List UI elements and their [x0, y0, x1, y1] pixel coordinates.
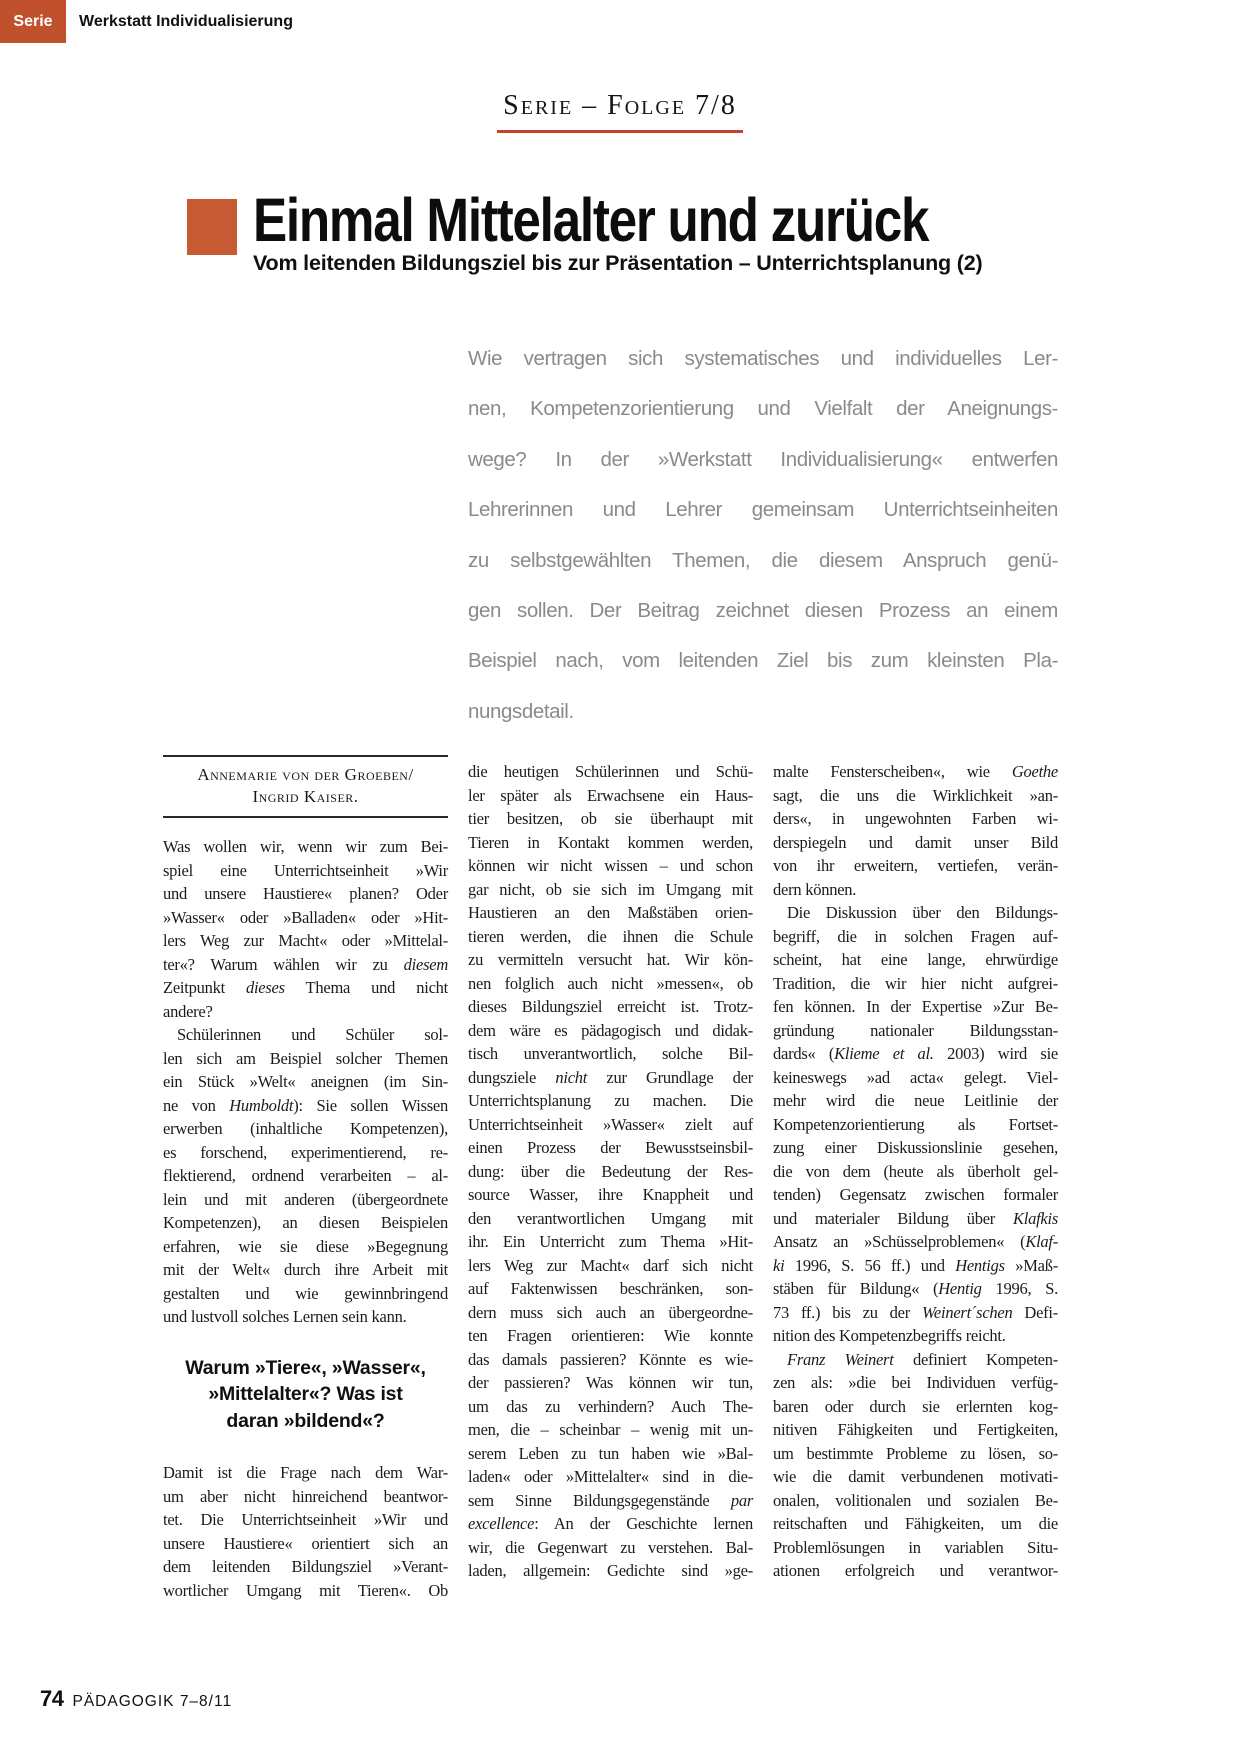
intro-line: wege? In der »Werkstatt Individualisierung« entwerfen — [468, 447, 1058, 471]
body-text-line: die heutigen Schülerinnen und Schü- — [468, 762, 753, 781]
body-text-line: tet. Die Unterrichtseinheit »Wir und — [163, 1510, 448, 1529]
body-text-line: baren oder durch sie erlernten kog- — [773, 1396, 1058, 1416]
body-text-line: Die Diskussion über den Bildungs- — [787, 903, 1058, 922]
section-heading-line: daran »bildend«? — [226, 1409, 385, 1432]
body-text-line: lers Weg zur Macht« darf sich nicht — [468, 1255, 753, 1275]
intro-line: Beispiel nach, vom leitenden Ziel bis zum kleinsten Pla- — [468, 649, 1058, 673]
body-text-line: ationen erfolgreich und verantwor- — [773, 1561, 1058, 1580]
body-text-line: wie die damit verbundenen motivati- — [773, 1467, 1058, 1486]
body-paragraph — [773, 1348, 1058, 1583]
body-text-line: keineswegs »ad acta« gelegt. Viel- — [773, 1067, 1058, 1087]
body-text-line: dem leitenden Bildungsziel »Verant- — [163, 1557, 448, 1576]
body-text-line: und materialer Bildung über Klafkis — [773, 1208, 1058, 1228]
body-column-3 — [773, 760, 1058, 1583]
body-paragraph — [163, 1461, 448, 1602]
author-byline — [163, 755, 448, 818]
body-text-line: laden« oder »Mittelalter« sind in die- — [468, 1467, 753, 1486]
body-text-line: um bestimmte Probleme zu lösen, so- — [773, 1443, 1058, 1463]
body-text-line: ter«? Warum wählen wir zu diesem — [163, 954, 448, 974]
body-text-line: excellence: An der Geschichte lernen — [468, 1514, 753, 1533]
body-text-line: Was wollen wir, wenn wir zum Bei- — [163, 837, 448, 856]
body-paragraph — [163, 835, 448, 1023]
body-text-line: um das zu verhindern? Auch The- — [468, 1396, 753, 1416]
body-text-line: ler später als Erwachsene ein Haus- — [468, 785, 753, 805]
body-text-line: tieren werden, die ihnen die Schule — [468, 926, 753, 946]
body-text-line: spiel eine Unterrichtseinheit »Wir — [163, 860, 448, 880]
series-title: Werkstatt Individualisierung — [79, 12, 293, 30]
body-text-line: flektierend, ordnend verarbeiten – al- — [163, 1166, 448, 1185]
body-text-line: gestalten und wie gewinnbringend — [163, 1283, 448, 1303]
kicker-row — [0, 90, 1240, 133]
body-text-line: lers Weg zur Macht« oder »Mittelal- — [163, 931, 448, 950]
title-square-decoration — [187, 199, 237, 255]
intro-line: gen sollen. Der Beitrag zeichnet diesen Prozess an einem — [468, 599, 1058, 623]
body-paragraph — [773, 760, 1058, 901]
body-text-line: ders«, in ungewohnten Farben wi- — [773, 809, 1058, 828]
article-title: Einmal Mittelalter und zurück — [253, 186, 929, 254]
body-text-line: »Wasser« oder »Balladen« oder »Hit- — [163, 907, 448, 927]
body-text-line: malte Fensterscheiben«, wie Goethe — [773, 762, 1058, 781]
intro-line: Wie vertragen sich systematisches und individuelles Ler- — [468, 347, 1058, 370]
intro-line: zu selbstgewählten Themen, die diesem Anspruch genü- — [468, 548, 1058, 572]
body-text-line: Kompetenzen), an diesen Beispielen — [163, 1213, 448, 1232]
section-heading-line: »Mittelalter«? Was ist — [208, 1383, 403, 1405]
section-heading — [163, 1355, 448, 1435]
body-text-line: und unsere Haustiere« planen? Oder — [163, 884, 448, 903]
body-text-line: wortlicher Umgang mit Tieren«. Ob — [163, 1580, 448, 1600]
body-text-line: mehr wird die neue Leitlinie der — [773, 1091, 1058, 1110]
body-text-line: scheint, hat eine lange, ehrwürdige — [773, 950, 1058, 969]
body-text-line: laden, allgemein: Gedichte sind »ge- — [468, 1561, 753, 1580]
body-text-line: ne von Humboldt): Sie sollen Wissen — [163, 1095, 448, 1115]
body-text-line: Franz Weinert definiert Kompeten- — [787, 1349, 1059, 1369]
body-text-line: Haustieren an den Maßstäben orien- — [468, 903, 753, 922]
body-text-line: dem wäre es pädagogisch und didak- — [468, 1020, 753, 1040]
body-text-line: zen als: »die bei Individuen verfüg- — [773, 1373, 1058, 1392]
body-text-line: len sich am Beispiel solcher Themen — [163, 1048, 448, 1068]
intro-line: Lehrerinnen und Lehrer gemeinsam Unterrichtseinheiten — [468, 498, 1058, 522]
body-text-line: ki 1996, S. 56 ff.) und Hentigs »Maß- — [773, 1255, 1058, 1275]
body-text-line: um aber nicht hinreichend beantwor- — [163, 1486, 448, 1506]
body-text-line: tenden) Gegensatz zwischen formaler — [773, 1185, 1058, 1204]
body-text-line: ihr. Ein Unterricht zum Thema »Hit- — [468, 1232, 753, 1251]
body-text-line: der passieren? Was können wir tun, — [468, 1373, 753, 1392]
body-text-line: zu vermitteln versucht hat. Wir kön- — [468, 950, 753, 969]
body-text-line: 73 ff.) bis zu der Weinert´schen Defi- — [773, 1302, 1058, 1322]
journal-name: PÄDAGOGIK 7–8/11 — [72, 1693, 233, 1710]
body-text-line: tier besitzen, ob sie überhaupt mit — [468, 809, 753, 828]
body-text-line: dern muss sich auch an übergeordne- — [468, 1302, 753, 1322]
body-text-line: dards« (Klieme et al. 2003) wird sie — [773, 1044, 1058, 1063]
body-text-line: einen Prozess der Bewusstseinsbil- — [468, 1138, 753, 1157]
body-text-line: dung: über die Bedeutung der Res- — [468, 1161, 753, 1181]
body-text-line: Unterrichtsplanung zu machen. Die — [468, 1091, 753, 1110]
section-heading-line: Warum »Tiere«, »Wasser«, — [185, 1356, 426, 1379]
body-text-line: wir, die Gegenwart zu verstehen. Bal- — [468, 1537, 753, 1557]
body-text-line: dieses Bildungsziel erreicht ist. Trotz- — [468, 997, 753, 1016]
body-text-line: Schülerinnen und Schüler sol- — [177, 1025, 448, 1044]
body-text-line: dungsziele nicht zur Grundlage der — [468, 1067, 754, 1087]
body-paragraph — [468, 760, 753, 1583]
body-text-line: nen folglich auch nicht »messen«, ob — [468, 973, 753, 993]
body-text-line: tisch unverantwortlich, solche Bil- — [468, 1044, 753, 1063]
intro-line: nen, Kompetenzorientierung und Vielfalt der Aneignungs- — [468, 397, 1058, 421]
body-text-line: lein und mit anderen (übergeordnete — [163, 1189, 448, 1209]
body-column-1 — [163, 755, 448, 1602]
body-text-line: nitiven Fähigkeiten und Fertigkeiten, — [773, 1420, 1058, 1439]
article-subtitle: Vom leitenden Bildungsziel bis zur Präsentation – Unterrichtsplanung (2) — [253, 251, 983, 275]
body-text-line: und lustvoll solches Lernen sein kann. — [163, 1307, 407, 1326]
body-text-line: sem Sinne Bildungsgegenstände par — [468, 1490, 753, 1510]
series-badge — [0, 0, 66, 43]
body-text-line: fen können. In der Expertise »Zur Be- — [773, 997, 1058, 1016]
body-text-line: reitschaften und Fähigkeiten, um die — [773, 1514, 1058, 1533]
body-text-line: stäben für Bildung« (Hentig 1996, S. — [773, 1279, 1058, 1298]
intro-line: nungsdetail. — [468, 699, 574, 723]
body-text-line: es forschend, experimentierend, re- — [163, 1142, 448, 1162]
body-text-line: von ihr erweitern, vertiefen, verän- — [773, 856, 1058, 875]
body-text-line: onalen, volitionalen und sozialen Be- — [773, 1490, 1058, 1510]
author-name: Annemarie von der Groeben/ — [197, 765, 414, 784]
body-text-line: unsere Haustiere« orientiert sich an — [163, 1533, 448, 1553]
body-paragraph — [773, 901, 1058, 1348]
body-text-line: mit der Welt« durch ihre Arbeit mit — [163, 1260, 448, 1279]
body-text-line: ein Stück »Welt« aneignen (im Sin- — [163, 1072, 448, 1091]
body-text-line: Problemlösungen in variablen Situ- — [773, 1537, 1058, 1557]
body-text-line: begriff, die in solchen Fragen auf- — [773, 926, 1058, 946]
body-text-line: auf Faktenwissen beschränken, son- — [468, 1279, 753, 1298]
page-footer — [40, 1686, 232, 1712]
kicker: Serie – Folge 7/8 — [497, 90, 743, 133]
body-text-line: men, die – scheinbar – wenig mit un- — [468, 1420, 753, 1439]
body-text-line: erfahren, wie sie diese »Begegnung — [163, 1236, 448, 1256]
body-text-line: sagt, die uns die Wirklichkeit »an- — [773, 785, 1058, 805]
body-text-line: Unterrichtseinheit »Wasser« zielt auf — [468, 1114, 753, 1134]
body-text-line: Ansatz an »Schüsselproblemen« (Klaf- — [773, 1232, 1058, 1251]
body-text-line: können wir nicht wissen – und schon — [468, 856, 753, 875]
body-text-line: das damals passieren? Könnte es wie- — [468, 1349, 753, 1369]
author-name: Ingrid Kaiser. — [252, 787, 359, 806]
body-text-line: derspiegeln und damit unser Bild — [773, 832, 1058, 852]
body-text-line: Tradition, die wir hier nicht aufgrei- — [773, 973, 1058, 993]
body-text-line: Zeitpunkt dieses Thema und nicht — [163, 978, 448, 997]
body-column-2 — [468, 760, 753, 1583]
body-text-line: gründung nationaler Bildungsstan- — [773, 1020, 1058, 1040]
body-text-line: den verantwortlichen Umgang mit — [468, 1208, 753, 1228]
body-text-line: gar nicht, ob sie sich im Umgang mit — [468, 879, 753, 899]
intro-paragraph — [468, 334, 1058, 737]
body-text-line: nition des Kompetenzbegriffs reicht. — [773, 1326, 1006, 1345]
body-text-line: Kompetenzorientierung als Fortset- — [773, 1114, 1058, 1134]
body-text-line: source Wasser, ihre Knappheit und — [468, 1185, 753, 1204]
body-text-line: erwerben (inhaltliche Kompetenzen), — [163, 1119, 448, 1138]
body-text-line: dern können. — [773, 879, 857, 899]
series-badge-label: Serie — [13, 12, 53, 30]
body-text-line: die von dem (heute als überholt gel- — [773, 1161, 1058, 1181]
page-number: 74 — [40, 1686, 64, 1711]
body-text-line: ten Fragen orientieren: Wie konnte — [468, 1326, 753, 1345]
body-text-line: serem Leben zu tun haben wie »Bal- — [468, 1443, 753, 1463]
body-text-line: zung einer Diskussionslinie gesehen, — [773, 1138, 1058, 1157]
body-text-line: andere? — [163, 1001, 213, 1021]
body-text-line: Tieren in Kontakt kommen werden, — [468, 832, 753, 852]
body-text-line: Damit ist die Frage nach dem War- — [163, 1463, 448, 1482]
body-paragraph — [163, 1023, 448, 1329]
